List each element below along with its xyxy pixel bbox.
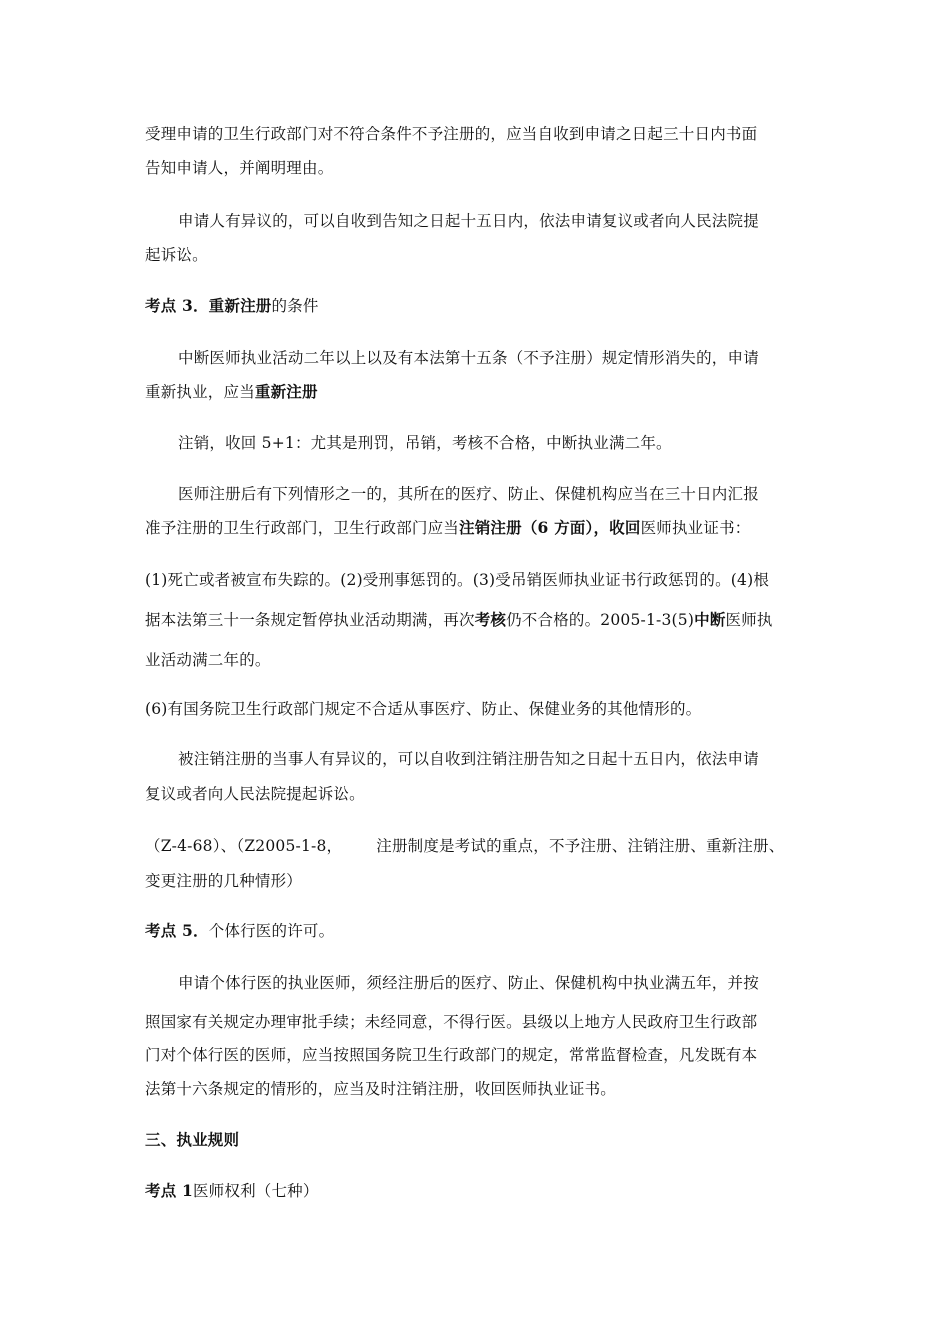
paragraph-private-practice-line-3: 门对个体行医的医师，应当按照国务院卫生行政部门的规定，常常监督检查，凡发既有本 [145, 1046, 758, 1064]
paragraph-cancellation-note: 注销，收回 5+1：尤其是刑罚，吊销，考核不合格，中断执业满二年。 [178, 434, 672, 452]
paragraph-situation-6: (6)有国务院卫生行政部门规定不合适从事医疗、防止、保健业务的其他情形的。 [145, 700, 702, 718]
paragraph-situations-line-3: 业活动满二年的。 [145, 651, 271, 669]
situations-text-e: 医师执 [725, 611, 773, 629]
heading-point-5-bold: 考点 5． [145, 921, 209, 940]
situations-bold-interrupt: 中断 [694, 610, 726, 629]
reregistration-text: 重新执业，应当 [145, 383, 255, 401]
situations-text-a: 据本法第三十一条规定暂停执业活动期满，再次 [145, 611, 475, 629]
cancellation-text-c: 医师执业证书： [640, 519, 751, 537]
paragraph-reregistration-line-2 [145, 382, 815, 402]
paragraph-exam-note-line-1 [145, 836, 815, 856]
paragraph-cancellation-line-1: 医师注册后有下列情形之一的，其所在的医疗、防止、保健机构应当在三十日内汇报 [178, 485, 759, 503]
heading-point-3 [145, 296, 815, 316]
cancellation-bold: 注销注册（6 方面），收回 [459, 518, 641, 537]
cancellation-text-a: 准予注册的卫生行政部门，卫生行政部门应当 [145, 519, 460, 537]
heading-point-1-text: 医师权利（七种） [192, 1182, 319, 1200]
paragraph-private-practice-line-4: 法第十六条规定的情形的，应当及时注销注册，收回医师执业证书。 [145, 1080, 617, 1098]
section-heading-practice-rules: 三、执业规则 [145, 1130, 240, 1149]
reregistration-bold: 重新注册 [254, 382, 318, 401]
heading-point-3-text: 的条件 [271, 297, 319, 315]
paragraph-rejection-line-2: 告知申请人，并阐明理由。 [145, 159, 334, 177]
paragraph-rejection-line-1: 受理申请的卫生行政部门对不符合条件不予注册的，应当自收到申请之日起三十日内书面 [145, 125, 758, 143]
heading-point-3-bold: 考点 3．重新注册 [145, 296, 272, 315]
exam-note-text: 注册制度是考试的重点，不予注册、注销注册、重新注册、 [376, 837, 785, 855]
paragraph-exam-note-line-2: 变更注册的几种情形） [145, 872, 303, 890]
situations-bold-assessment: 考核 [474, 610, 507, 629]
heading-point-5 [145, 921, 815, 941]
paragraph-cancel-objection-line-1: 被注销注册的当事人有异议的，可以自收到注销注册告知之日起十五日内，依法申请 [178, 750, 759, 768]
heading-point-5-text: 个体行医的许可。 [208, 922, 335, 940]
paragraph-cancellation-line-2 [145, 518, 815, 538]
heading-point-1-bold: 考点 1 [145, 1181, 193, 1200]
paragraph-situations-line-1: (1)死亡或者被宣布失踪的。(2)受刑事惩罚的。(3)受吊销医师执业证书行政惩罚的。(4)根 [145, 571, 770, 589]
paragraph-situations-line-2 [145, 610, 815, 630]
paragraph-objection-line-1: 申请人有异议的，可以自收到告知之日起十五日内，依法申请复议或者向人民法院提 [178, 212, 759, 230]
heading-point-1 [145, 1181, 815, 1201]
paragraph-reregistration-line-1: 中断医师执业活动二年以上以及有本法第十五条（不予注册）规定情形消失的，申请 [178, 349, 759, 367]
paragraph-cancel-objection-line-2: 复议或者向人民法院提起诉讼。 [145, 785, 365, 803]
paragraph-objection-line-2: 起诉讼。 [145, 246, 208, 264]
situations-text-c: 仍不合格的。2005-1-3(5) [506, 611, 695, 629]
paragraph-private-practice-line-2: 照国家有关规定办理审批手续；未经同意，不得行医。县级以上地方人民政府卫生行政部 [145, 1013, 758, 1031]
paragraph-private-practice-line-1: 申请个体行医的执业医师，须经注册后的医疗、防止、保健机构中执业满五年，并按 [178, 974, 759, 992]
exam-note-refs: （Z-4-68）、（Z2005-1-8， [145, 837, 343, 855]
